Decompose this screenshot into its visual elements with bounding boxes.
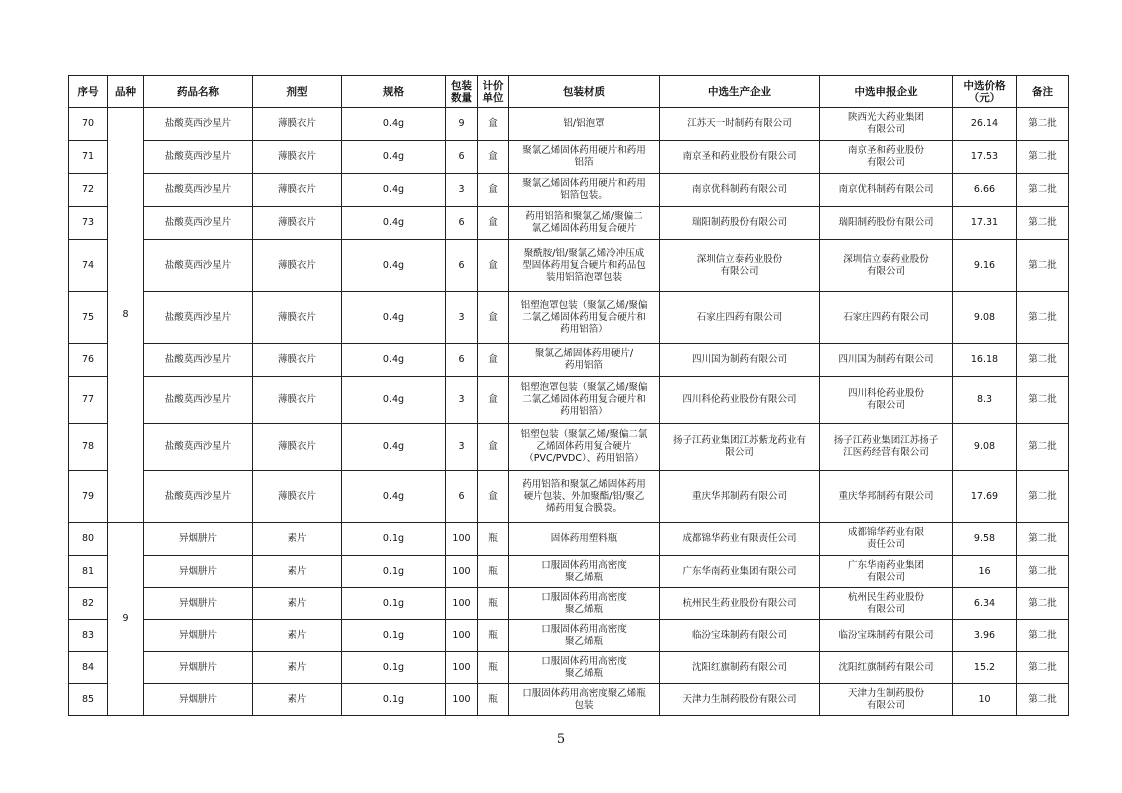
table-row <box>69 556 1069 588</box>
row-index-cell: 80 <box>69 523 108 556</box>
note-cell: 第二批 <box>1017 588 1069 620</box>
dosage-form-cell: 素片 <box>253 652 342 684</box>
pricing-unit-cell: 瓶 <box>478 652 509 684</box>
drug-name-cell: 盐酸莫西沙星片 <box>144 292 253 344</box>
drug-name-cell: 异烟肼片 <box>144 556 253 588</box>
row-index-cell: 71 <box>69 141 108 174</box>
drug-name-cell: 异烟肼片 <box>144 588 253 620</box>
pricing-unit-cell: 盒 <box>478 344 509 377</box>
pack-qty-cell: 6 <box>446 344 478 377</box>
pack-material-cell: 口服固体药用高密度聚乙烯瓶 包装 <box>509 684 660 716</box>
drug-name-cell: 盐酸莫西沙星片 <box>144 344 253 377</box>
applicant-cell: 广东华南药业集团 有限公司 <box>820 556 953 588</box>
pack-material-cell: 口服固体药用高密度 聚乙烯瓶 <box>509 556 660 588</box>
dosage-form-cell: 素片 <box>253 556 342 588</box>
drug-name-cell: 异烟肼片 <box>144 684 253 716</box>
col-header-pack-material: 包装材质 <box>509 76 660 108</box>
col-header-drug-name: 药品名称 <box>144 76 253 108</box>
col-header-note: 备注 <box>1017 76 1069 108</box>
producer-cell: 成都锦华药业有限责任公司 <box>660 523 820 556</box>
pack-qty-cell: 100 <box>446 588 478 620</box>
producer-cell: 临汾宝珠制药有限公司 <box>660 620 820 652</box>
row-index-cell: 82 <box>69 588 108 620</box>
pricing-unit-cell: 盒 <box>478 207 509 240</box>
pack-material-cell: 口服固体药用高密度 聚乙烯瓶 <box>509 620 660 652</box>
note-cell: 第二批 <box>1017 240 1069 292</box>
col-header-dosage-form: 剂型 <box>253 76 342 108</box>
row-index-cell: 70 <box>69 108 108 141</box>
spec-cell: 0.1g <box>342 523 446 556</box>
row-index-cell: 79 <box>69 471 108 523</box>
pack-qty-cell: 100 <box>446 523 478 556</box>
pack-material-cell: 口服固体药用高密度 聚乙烯瓶 <box>509 652 660 684</box>
pack-material-cell: 铝塑泡罩包装（聚氯乙烯/聚偏 二氯乙烯固体药用复合硬片和 药用铝箔） <box>509 292 660 344</box>
pack-qty-cell: 100 <box>446 556 478 588</box>
dosage-form-cell: 薄膜衣片 <box>253 240 342 292</box>
note-cell: 第二批 <box>1017 556 1069 588</box>
note-cell: 第二批 <box>1017 684 1069 716</box>
col-header-variety: 品种 <box>108 76 144 108</box>
applicant-cell: 四川国为制药有限公司 <box>820 344 953 377</box>
pricing-unit-cell: 盒 <box>478 424 509 471</box>
producer-cell: 深圳信立泰药业股份 有限公司 <box>660 240 820 292</box>
row-index-cell: 72 <box>69 174 108 207</box>
spec-cell: 0.4g <box>342 141 446 174</box>
row-index-cell: 75 <box>69 292 108 344</box>
producer-cell: 扬子江药业集团江苏紫龙药业有 限公司 <box>660 424 820 471</box>
producer-cell: 江苏天一时制药有限公司 <box>660 108 820 141</box>
table-row <box>69 240 1069 292</box>
drug-name-cell: 盐酸莫西沙星片 <box>144 377 253 424</box>
price-cell: 26.14 <box>953 108 1017 141</box>
table-row <box>69 471 1069 523</box>
drug-name-cell: 异烟肼片 <box>144 523 253 556</box>
table-row <box>69 684 1069 716</box>
pricing-unit-cell: 盒 <box>478 377 509 424</box>
applicant-cell: 沈阳红旗制药有限公司 <box>820 652 953 684</box>
spec-cell: 0.4g <box>342 344 446 377</box>
pack-material-cell: 铝塑包装（聚氯乙烯/聚偏二氯 乙烯固体药用复合硬片 （PVC/PVDC）、药用铝箔） <box>509 424 660 471</box>
spec-cell: 0.1g <box>342 620 446 652</box>
note-cell: 第二批 <box>1017 424 1069 471</box>
pricing-unit-cell: 瓶 <box>478 588 509 620</box>
table-row <box>69 620 1069 652</box>
pack-qty-cell: 3 <box>446 424 478 471</box>
table-header-row <box>69 76 1069 108</box>
price-cell: 17.69 <box>953 471 1017 523</box>
row-index-cell: 78 <box>69 424 108 471</box>
producer-cell: 石家庄四药有限公司 <box>660 292 820 344</box>
spec-cell: 0.1g <box>342 556 446 588</box>
pricing-unit-cell: 盒 <box>478 471 509 523</box>
producer-cell: 广东华南药业集团有限公司 <box>660 556 820 588</box>
row-index-cell: 81 <box>69 556 108 588</box>
drug-selection-table <box>68 75 1069 716</box>
page-number: 5 <box>556 732 566 747</box>
pack-material-cell: 聚酰胺/铝/聚氯乙烯冷冲压成 型固体药用复合硬片和药品包 装用铝箔泡罩包装 <box>509 240 660 292</box>
price-cell: 6.34 <box>953 588 1017 620</box>
drug-name-cell: 盐酸莫西沙星片 <box>144 141 253 174</box>
pricing-unit-cell: 盒 <box>478 174 509 207</box>
pricing-unit-cell: 盒 <box>478 292 509 344</box>
dosage-form-cell: 薄膜衣片 <box>253 108 342 141</box>
pack-material-cell: 聚氯乙烯固体药用硬片和药用 铝箔包装。 <box>509 174 660 207</box>
price-cell: 3.96 <box>953 620 1017 652</box>
row-index-cell: 76 <box>69 344 108 377</box>
note-cell: 第二批 <box>1017 292 1069 344</box>
pack-qty-cell: 9 <box>446 108 478 141</box>
drug-name-cell: 盐酸莫西沙星片 <box>144 240 253 292</box>
price-cell: 6.66 <box>953 174 1017 207</box>
spec-cell: 0.1g <box>342 684 446 716</box>
producer-cell: 南京圣和药业股份有限公司 <box>660 141 820 174</box>
price-cell: 17.31 <box>953 207 1017 240</box>
applicant-cell: 南京圣和药业股份 有限公司 <box>820 141 953 174</box>
producer-cell: 南京优科制药有限公司 <box>660 174 820 207</box>
col-header-index: 序号 <box>69 76 108 108</box>
table-row <box>69 652 1069 684</box>
note-cell: 第二批 <box>1017 174 1069 207</box>
note-cell: 第二批 <box>1017 344 1069 377</box>
col-header-pack-qty: 包装 数量 <box>446 76 478 108</box>
applicant-cell: 成都锦华药业有限 责任公司 <box>820 523 953 556</box>
applicant-cell: 扬子江药业集团江苏扬子 江医药经营有限公司 <box>820 424 953 471</box>
drug-name-cell: 异烟肼片 <box>144 620 253 652</box>
pack-material-cell: 药用铝箔和聚氯乙烯/聚偏二 氯乙烯固体药用复合硬片 <box>509 207 660 240</box>
pack-qty-cell: 3 <box>446 174 478 207</box>
spec-cell: 0.4g <box>342 471 446 523</box>
price-cell: 17.53 <box>953 141 1017 174</box>
table-row <box>69 523 1069 556</box>
col-header-pricing-unit: 计价 单位 <box>478 76 509 108</box>
dosage-form-cell: 素片 <box>253 620 342 652</box>
table-row <box>69 344 1069 377</box>
row-index-cell: 83 <box>69 620 108 652</box>
pack-material-cell: 铝塑泡罩包装（聚氯乙烯/聚偏 二氯乙烯固体药用复合硬片和 药用铝箔） <box>509 377 660 424</box>
producer-cell: 沈阳红旗制药有限公司 <box>660 652 820 684</box>
table-row <box>69 174 1069 207</box>
row-index-cell: 74 <box>69 240 108 292</box>
applicant-cell: 瑞阳制药股份有限公司 <box>820 207 953 240</box>
note-cell: 第二批 <box>1017 471 1069 523</box>
applicant-cell: 天津力生制药股份 有限公司 <box>820 684 953 716</box>
table-row <box>69 377 1069 424</box>
applicant-cell: 陕西光大药业集团 有限公司 <box>820 108 953 141</box>
dosage-form-cell: 薄膜衣片 <box>253 344 342 377</box>
note-cell: 第二批 <box>1017 620 1069 652</box>
drug-name-cell: 盐酸莫西沙星片 <box>144 108 253 141</box>
dosage-form-cell: 薄膜衣片 <box>253 424 342 471</box>
dosage-form-cell: 薄膜衣片 <box>253 207 342 240</box>
producer-cell: 四川科伦药业股份有限公司 <box>660 377 820 424</box>
variety-group-cell: 9 <box>108 523 144 716</box>
pack-material-cell: 聚氯乙烯固体药用硬片/ 药用铝箔 <box>509 344 660 377</box>
pricing-unit-cell: 瓶 <box>478 523 509 556</box>
note-cell: 第二批 <box>1017 207 1069 240</box>
pack-material-cell: 药用铝箔和聚氯乙烯固体药用 硬片包装、外加聚酯/铝/聚乙 烯药用复合膜袋。 <box>509 471 660 523</box>
pack-qty-cell: 3 <box>446 292 478 344</box>
applicant-cell: 南京优科制药有限公司 <box>820 174 953 207</box>
drug-name-cell: 异烟肼片 <box>144 652 253 684</box>
note-cell: 第二批 <box>1017 108 1069 141</box>
drug-name-cell: 盐酸莫西沙星片 <box>144 174 253 207</box>
producer-cell: 天津力生制药股份有限公司 <box>660 684 820 716</box>
pack-qty-cell: 6 <box>446 471 478 523</box>
table-row <box>69 108 1069 141</box>
price-cell: 9.58 <box>953 523 1017 556</box>
note-cell: 第二批 <box>1017 141 1069 174</box>
price-cell: 16.18 <box>953 344 1017 377</box>
pack-material-cell: 固体药用塑料瓶 <box>509 523 660 556</box>
pack-material-cell: 铝/铝泡罩 <box>509 108 660 141</box>
producer-cell: 重庆华邦制药有限公司 <box>660 471 820 523</box>
producer-cell: 瑞阳制药股份有限公司 <box>660 207 820 240</box>
producer-cell: 四川国为制药有限公司 <box>660 344 820 377</box>
row-index-cell: 73 <box>69 207 108 240</box>
note-cell: 第二批 <box>1017 652 1069 684</box>
spec-cell: 0.4g <box>342 207 446 240</box>
table-row <box>69 588 1069 620</box>
applicant-cell: 四川科伦药业股份 有限公司 <box>820 377 953 424</box>
pack-qty-cell: 6 <box>446 141 478 174</box>
col-header-spec: 规格 <box>342 76 446 108</box>
table-row <box>69 141 1069 174</box>
dosage-form-cell: 薄膜衣片 <box>253 141 342 174</box>
pricing-unit-cell: 盒 <box>478 141 509 174</box>
pack-qty-cell: 6 <box>446 207 478 240</box>
note-cell: 第二批 <box>1017 523 1069 556</box>
spec-cell: 0.4g <box>342 424 446 471</box>
pack-qty-cell: 100 <box>446 620 478 652</box>
note-cell: 第二批 <box>1017 377 1069 424</box>
spec-cell: 0.4g <box>342 377 446 424</box>
pricing-unit-cell: 瓶 <box>478 620 509 652</box>
applicant-cell: 临汾宝珠制药有限公司 <box>820 620 953 652</box>
row-index-cell: 77 <box>69 377 108 424</box>
drug-name-cell: 盐酸莫西沙星片 <box>144 207 253 240</box>
applicant-cell: 重庆华邦制药有限公司 <box>820 471 953 523</box>
pack-qty-cell: 3 <box>446 377 478 424</box>
applicant-cell: 深圳信立泰药业股份 有限公司 <box>820 240 953 292</box>
table-row <box>69 292 1069 344</box>
col-header-producer: 中选生产企业 <box>660 76 820 108</box>
price-cell: 15.2 <box>953 652 1017 684</box>
dosage-form-cell: 薄膜衣片 <box>253 471 342 523</box>
dosage-form-cell: 素片 <box>253 523 342 556</box>
price-cell: 9.16 <box>953 240 1017 292</box>
col-header-price: 中选价格 （元） <box>953 76 1017 108</box>
pack-qty-cell: 100 <box>446 684 478 716</box>
pack-qty-cell: 100 <box>446 652 478 684</box>
applicant-cell: 石家庄四药有限公司 <box>820 292 953 344</box>
row-index-cell: 84 <box>69 652 108 684</box>
applicant-cell: 杭州民生药业股份 有限公司 <box>820 588 953 620</box>
spec-cell: 0.4g <box>342 292 446 344</box>
dosage-form-cell: 薄膜衣片 <box>253 174 342 207</box>
drug-name-cell: 盐酸莫西沙星片 <box>144 471 253 523</box>
table-row <box>69 424 1069 471</box>
price-cell: 8.3 <box>953 377 1017 424</box>
pack-material-cell: 聚氯乙烯固体药用硬片和药用 铝箔 <box>509 141 660 174</box>
pricing-unit-cell: 瓶 <box>478 684 509 716</box>
pricing-unit-cell: 盒 <box>478 108 509 141</box>
dosage-form-cell: 素片 <box>253 684 342 716</box>
spec-cell: 0.4g <box>342 108 446 141</box>
price-cell: 10 <box>953 684 1017 716</box>
pack-qty-cell: 6 <box>446 240 478 292</box>
variety-group-cell: 8 <box>108 108 144 523</box>
dosage-form-cell: 薄膜衣片 <box>253 377 342 424</box>
pricing-unit-cell: 瓶 <box>478 556 509 588</box>
price-cell: 9.08 <box>953 424 1017 471</box>
spec-cell: 0.1g <box>342 588 446 620</box>
price-cell: 16 <box>953 556 1017 588</box>
row-index-cell: 85 <box>69 684 108 716</box>
col-header-applicant: 中选申报企业 <box>820 76 953 108</box>
drug-name-cell: 盐酸莫西沙星片 <box>144 424 253 471</box>
spec-cell: 0.4g <box>342 240 446 292</box>
dosage-form-cell: 素片 <box>253 588 342 620</box>
table-row <box>69 207 1069 240</box>
spec-cell: 0.4g <box>342 174 446 207</box>
spec-cell: 0.1g <box>342 652 446 684</box>
pack-material-cell: 口服固体药用高密度 聚乙烯瓶 <box>509 588 660 620</box>
price-cell: 9.08 <box>953 292 1017 344</box>
producer-cell: 杭州民生药业股份有限公司 <box>660 588 820 620</box>
dosage-form-cell: 薄膜衣片 <box>253 292 342 344</box>
pricing-unit-cell: 盒 <box>478 240 509 292</box>
